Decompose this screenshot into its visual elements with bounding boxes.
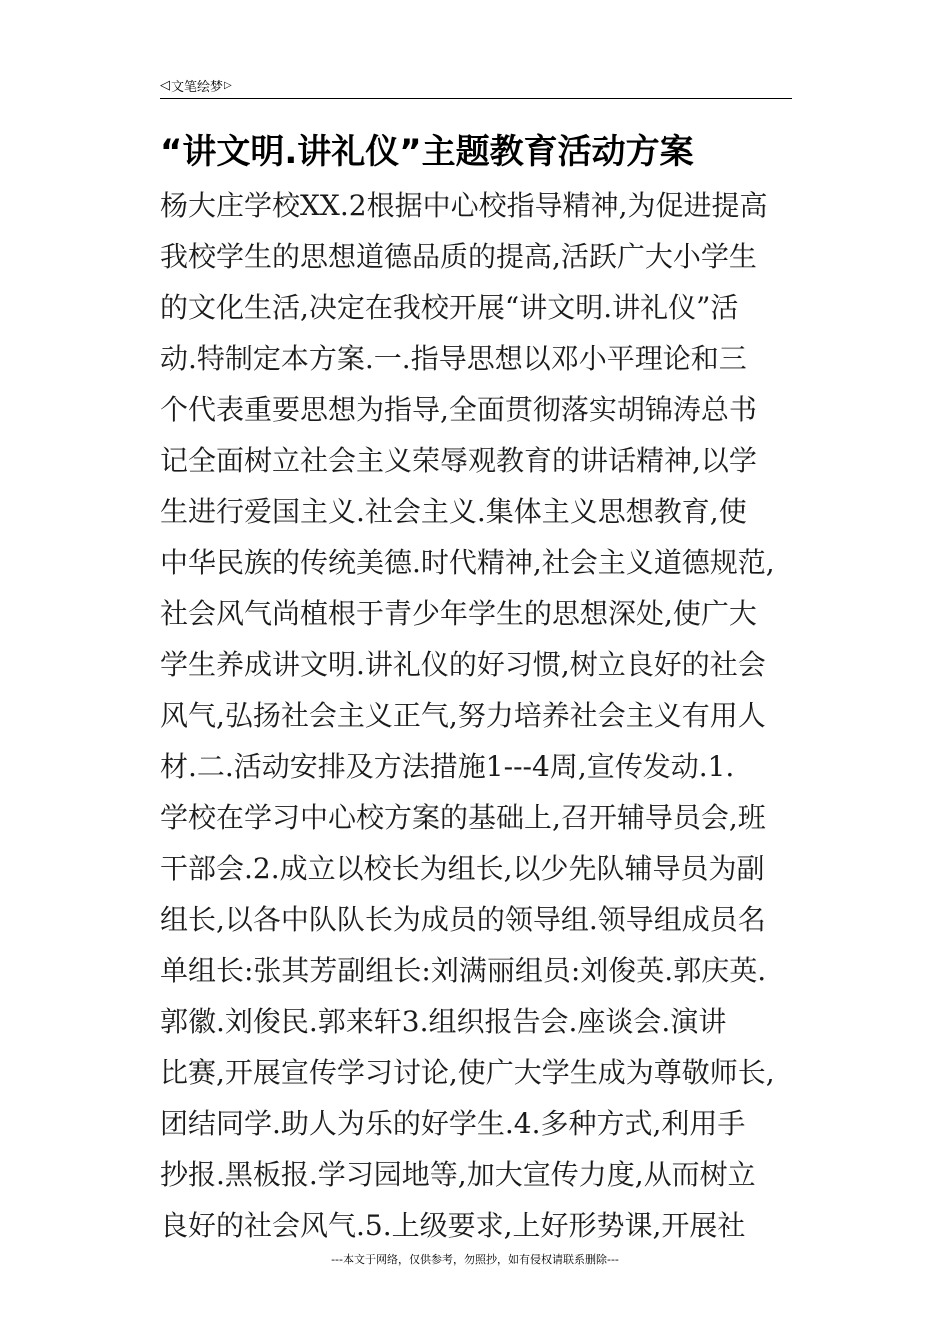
body-line: 郭徽.刘俊民.郭来轩3.组织报告会.座谈会.演讲 xyxy=(160,1005,727,1038)
body-line: 中华民族的传统美德.时代精神,社会主义道德规范, xyxy=(160,546,775,579)
body-line: 风气,弘扬社会主义正气,努力培养社会主义有用人 xyxy=(160,699,766,732)
body-line: 良好的社会风气.5.上级要求,上好形势课,开展社 xyxy=(160,1209,746,1242)
body-line: 学生养成讲文明.讲礼仪的好习惯,树立良好的社会 xyxy=(160,648,766,681)
header-label-group xyxy=(160,76,232,95)
body-line: 动.特制定本方案.一.指导思想以邓小平理论和三 xyxy=(160,342,747,375)
body-line: 我校学生的思想道德品质的提高,活跃广大小学生 xyxy=(160,240,757,273)
header-label: 文笔绘梦 xyxy=(171,80,224,95)
body-line: 组长,以各中队队长为成员的领导组.领导组成员名 xyxy=(160,903,766,936)
body-line: 生进行爱国主义.社会主义.集体主义思想教育,使 xyxy=(160,495,747,528)
body-line: 抄报.黑板报.学习园地等,加大宣传力度,从而树立 xyxy=(160,1158,756,1191)
triangle-right-icon: ▷ xyxy=(224,79,232,91)
document-body xyxy=(160,180,796,1251)
body-line: 材.二.活动安排及方法措施1---4周,宣传发动.1. xyxy=(160,750,735,783)
body-line: 的文化生活,决定在我校开展“讲文明.讲礼仪”活 xyxy=(160,291,739,324)
body-line: 单组长:张其芳副组长:刘满丽组员:刘俊英.郭庆英. xyxy=(160,954,767,987)
body-line: 干部会.2.成立以校长为组长,以少先队辅导员为副 xyxy=(160,852,765,885)
body-line: 团结同学.助人为乐的好学生.4.多种方式,利用手 xyxy=(160,1107,746,1140)
body-line: 比赛,开展宣传学习讨论,使广大学生成为尊敬师长, xyxy=(160,1056,775,1089)
body-line: 个代表重要思想为指导,全面贯彻落实胡锦涛总书 xyxy=(160,393,757,426)
body-line: 学校在学习中心校方案的基础上,召开辅导员会,班 xyxy=(160,801,766,834)
triangle-left-icon: ◁ xyxy=(160,78,170,93)
page-header xyxy=(160,74,792,99)
document-title: “讲文明.讲礼仪”主题教育活动方案 xyxy=(160,132,694,172)
body-line: 社会风气尚植根于青少年学生的思想深处,使广大 xyxy=(160,597,757,630)
body-line: 杨大庄学校XX.2根据中心校指导精神,为促进提高 xyxy=(160,189,768,222)
body-line: 记全面树立社会主义荣辱观教育的讲话精神,以学 xyxy=(160,444,757,477)
page-footer-disclaimer: ---本文于网络，仅供参考，勿照抄，如有侵权请联系删除--- xyxy=(331,1253,619,1266)
